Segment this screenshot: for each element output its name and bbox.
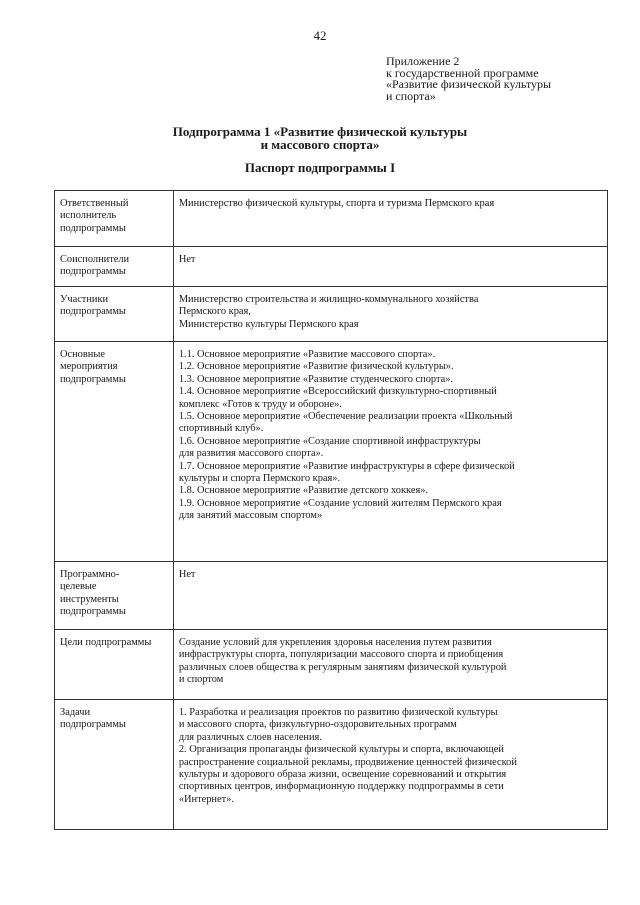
row-label-line: мероприятия xyxy=(60,361,118,373)
row-value xyxy=(173,287,607,342)
appendix-note xyxy=(386,56,616,102)
row-value-line: культуры и спорта Пермского края». xyxy=(178,473,341,485)
row-value-line: инфраструктуры спорта, популяризации массового спорта и приобщения xyxy=(178,649,504,661)
row-value-line: и спортом xyxy=(178,674,224,686)
row-label-line: подпрограммы xyxy=(60,306,126,318)
row-label-line: подпрограммы xyxy=(60,222,126,234)
appendix-line: «Развитие физической культуры xyxy=(386,77,552,91)
appendix-line: Приложение 2 xyxy=(386,54,460,68)
row-label xyxy=(55,247,174,287)
row-value-line: комплекс «Готов к труду и обороне». xyxy=(178,398,342,410)
row-value xyxy=(173,191,607,247)
row-label-line: Участники xyxy=(60,294,109,305)
row-label-line: инструменты xyxy=(60,593,119,605)
row-value-line: 1. Разработка и реализация проектов по развитию физической культуры xyxy=(178,707,498,718)
row-value xyxy=(173,562,607,630)
row-label xyxy=(55,342,174,562)
passport-table xyxy=(54,190,608,830)
row-value xyxy=(173,342,607,562)
subprogram-title xyxy=(0,125,640,151)
row-value-line: 1.9. Основное мероприятие «Создание условий жителям Пермского края xyxy=(178,497,502,509)
row-value-line: распространение социальной рекламы, продвижение ценностей физической xyxy=(178,756,517,768)
row-value-line: 1.1. Основное мероприятие «Развитие массового спорта». xyxy=(178,349,436,360)
row-value-line: различных слоев общества к регулярным занятиям физической культурой xyxy=(178,661,507,673)
passport-title: Паспорт подпрограммы I xyxy=(244,160,396,175)
row-value-line: Нет xyxy=(178,254,196,265)
row-label-line: подпрограммы xyxy=(60,266,126,278)
passport-row xyxy=(55,700,608,830)
row-value-line: и массового спорта, физкультурно-оздоровительных программ xyxy=(178,719,457,731)
row-value-line: «Интернет». xyxy=(178,793,234,805)
passport-row xyxy=(55,342,608,562)
row-label-line: Задачи xyxy=(60,707,91,718)
row-label-line: подпрограммы xyxy=(60,373,126,385)
row-value-line: 1.5. Основное мероприятие «Обеспечение реализации проекта «Школьный xyxy=(178,411,513,423)
row-label-line: Цели подпрограммы xyxy=(60,637,152,648)
row-value-line: Нет xyxy=(178,569,196,580)
passport-table-body xyxy=(55,191,608,830)
row-value-line: 1.6. Основное мероприятие «Создание спортивной инфраструктуры xyxy=(178,435,481,447)
passport-row xyxy=(55,191,608,247)
row-value-line: спортивных центров, информационную поддержку подпрограммы в сети xyxy=(178,781,504,793)
row-label-line: исполнитель xyxy=(60,210,117,222)
passport-row xyxy=(55,562,608,630)
row-label-line: Соисполнители xyxy=(60,254,130,265)
row-value-line: 1.7. Основное мероприятие «Развитие инфраструктуры в сфере физической xyxy=(178,460,515,472)
appendix-line: к государственной программе xyxy=(386,65,539,80)
row-label xyxy=(55,287,174,342)
row-value xyxy=(173,700,607,830)
row-label-line: подпрограммы xyxy=(60,719,126,731)
row-value-line: 1.2. Основное мероприятие «Развитие физической культуры». xyxy=(178,361,454,373)
row-label xyxy=(55,700,174,830)
row-value xyxy=(173,247,607,287)
passport-row xyxy=(55,287,608,342)
row-value-line: Министерство культуры Пермского края xyxy=(178,318,359,330)
row-value-line: для различных слоев населения. xyxy=(178,731,322,743)
row-label-line: Программно- xyxy=(60,569,120,580)
row-label xyxy=(55,562,174,630)
appendix-line: и спорта» xyxy=(386,88,436,103)
passport-row xyxy=(55,247,608,287)
title-line: Подпрограмма 1 «Развитие физической культуры xyxy=(172,124,468,139)
row-value-line: Министерство строительства и жилищно-коммунального хозяйства xyxy=(178,294,479,305)
row-label-line: Ответственный xyxy=(60,198,129,209)
row-value-line: 1.8. Основное мероприятие «Развитие детского хоккея». xyxy=(178,485,429,497)
page-number: 42 xyxy=(313,28,327,43)
row-label xyxy=(55,630,174,700)
passport-row xyxy=(55,630,608,700)
row-value-line: для занятий массовым спортом» xyxy=(178,510,323,522)
row-label-line: целевые xyxy=(60,581,97,593)
row-value-line: 1.4. Основное мероприятие «Всероссийский физкультурно-спортивный xyxy=(178,386,497,398)
row-label-line: подпрограммы xyxy=(60,606,126,618)
row-value-line: 2. Организация пропаганды физической культуры и спорта, включающей xyxy=(178,744,504,756)
row-value-line: Пермского края, xyxy=(178,306,251,318)
row-value-line: 1.3. Основное мероприятие «Развитие студенческого спорта». xyxy=(178,373,454,385)
row-value-line: Создание условий для укрепления здоровья населения путем развития xyxy=(178,637,492,648)
row-value-line: культуры и здорового образа жизни, освещение соревнований и открытия xyxy=(178,769,507,781)
row-value-line: Министерство физической культуры, спорта и туризма Пермского края xyxy=(178,198,495,209)
title-line: и массового спорта» xyxy=(260,137,380,152)
row-value xyxy=(173,630,607,700)
row-value-line: для развития массового спорта». xyxy=(178,448,324,460)
row-label-line: Основные xyxy=(60,349,105,360)
row-label xyxy=(55,191,174,247)
row-value-line: спортивный клуб». xyxy=(178,423,264,435)
